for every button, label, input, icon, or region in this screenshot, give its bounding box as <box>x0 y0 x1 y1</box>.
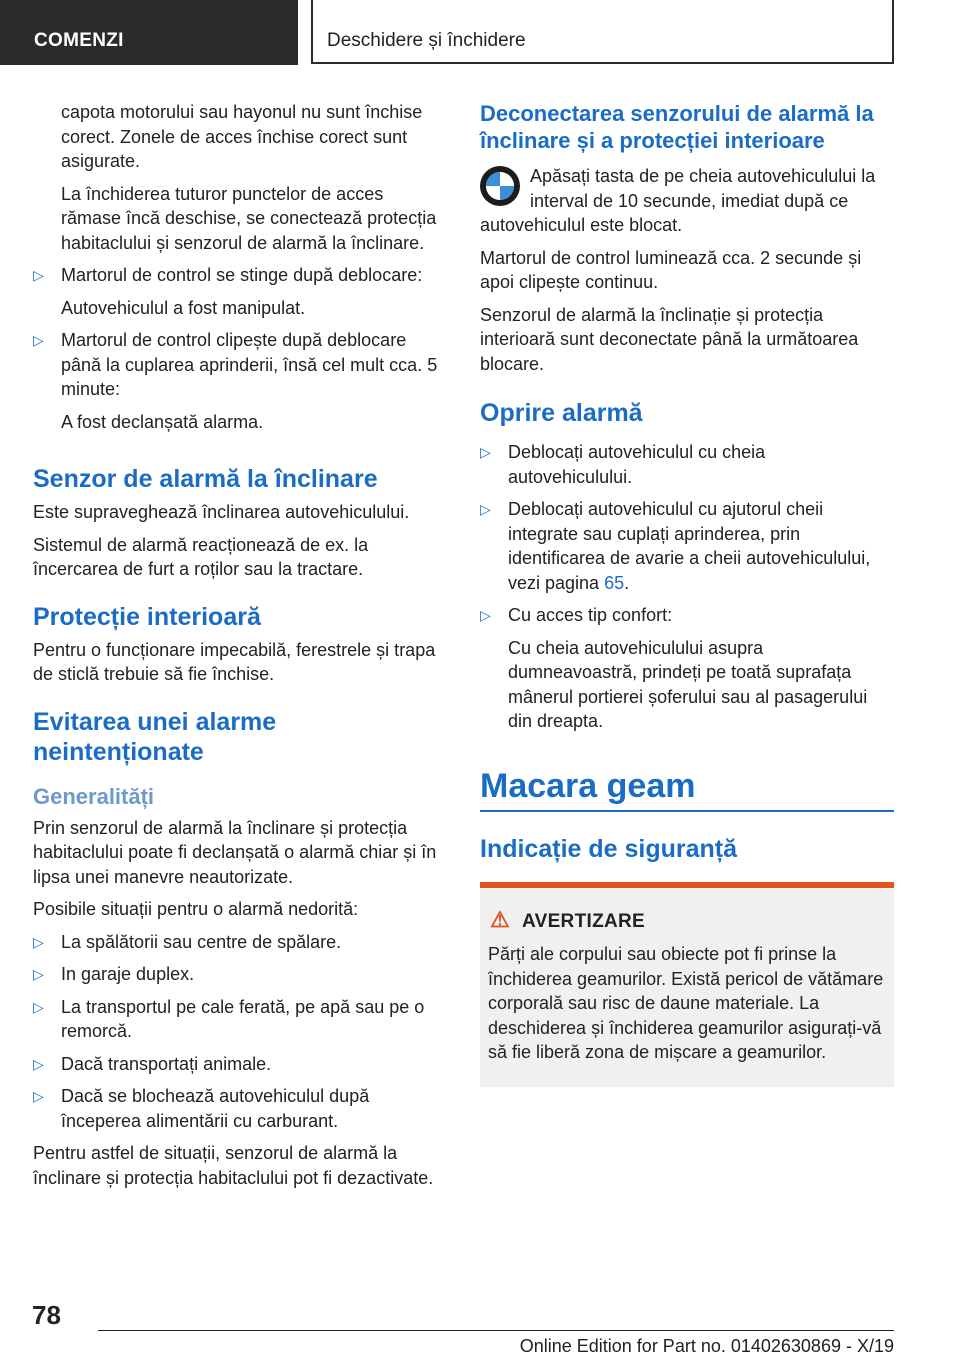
heading-window-lift: Macara geam <box>480 766 696 805</box>
disconnect-paragraph-3: Senzorul de alarmă la înclinație și protecția interioară sunt deconectate până la următoarea blocare. <box>480 304 859 374</box>
warning-box <box>480 882 894 1087</box>
list-item <box>480 603 894 734</box>
general-paragraph-3: Pentru astfel de situații, senzorul de alarmă la înclinare și protecția habitaclului pot fi dezactivate. <box>33 1143 434 1188</box>
bullet-text: Martorul de control clipește după deblocare până la cuplarea aprinderii, însă cel mult cca. 5 minute: <box>61 330 438 399</box>
situation-text: Dacă transportați animale. <box>61 1053 272 1074</box>
warning-text: Părți ale corpului sau obiecte pot fi prinse la închiderea geamurilor. Există pericol de vătămare corporală sau risc de daune materiale. La deschiderea și închiderea geamurilor asigurați-vă să fie liberă zona de mișcare a geamurilor. <box>488 944 884 1062</box>
heading-avoid-alarm: Evitarea unei alarme neintenționate <box>33 707 277 766</box>
situation-text: La transportul pe cale ferată, pe apă sau pe o remorcă. <box>61 996 425 1041</box>
heading-safety-note: Indicație de siguranță <box>480 834 738 863</box>
left-column <box>33 100 445 1198</box>
bullet-subtext: Autovehiculul a fost manipulat. <box>61 297 306 318</box>
bullet-triangle-icon: ▷ <box>33 933 44 950</box>
section-tab[interactable] <box>0 0 298 65</box>
bullet-triangle-icon: ▷ <box>33 332 44 348</box>
list-item <box>480 440 894 489</box>
bullet-triangle-icon: ▷ <box>33 1088 44 1104</box>
situation-text: Dacă se blochează autovehiculul după începerea alimentării cu carburant. <box>61 1086 370 1131</box>
list-item <box>33 263 445 320</box>
footer-edition: Online Edition for Part no. 01402630869 - X/19 <box>519 1336 894 1356</box>
heading-general: Generalități <box>33 783 155 809</box>
list-item <box>33 328 445 434</box>
heading-stop-alarm: Oprire alarmă <box>480 399 643 427</box>
warning-title <box>490 906 884 935</box>
disconnect-paragraph-1: Apăsați tasta de pe cheia autovehiculului la interval de 10 secunde, imediat după ce autovehiculul este blocat. <box>480 166 876 235</box>
bullet-triangle-icon: ▷ <box>480 607 491 623</box>
bullet-text: Martorul de control se stinge după deblocare: <box>61 265 423 285</box>
warning-title-text: AVERTIZARE <box>522 910 645 932</box>
heading-window-wrap <box>480 766 894 812</box>
bullet-triangle-icon: ▷ <box>33 966 44 982</box>
interior-paragraph-1: Pentru o funcționare impecabilă, ferestrele și trapa de sticlă trebuie să fie închise. <box>33 639 436 684</box>
intro-paragraph-1: capota motorului sau hayonul nu sunt închise corect. Zonele de acces închise corect sunt asigurate. <box>61 102 423 171</box>
bullet-subtext: Cu cheia autovehiculului asupra dumneavoastră, prindeți pe toată suprafața mânerul portierei șoferului sau al pasagerului din dreapta. <box>508 637 868 731</box>
bullet-triangle-icon: ▷ <box>33 1055 44 1072</box>
heading-disconnect: Deconectarea senzorului de alarmă la înclinare și a protecției interioare <box>480 101 874 153</box>
list-item <box>33 962 445 987</box>
bullet-triangle-icon: ▷ <box>33 267 44 283</box>
disconnect-paragraph-2: Martorul de control luminează cca. 2 secunde și apoi clipește continuu. <box>480 247 862 292</box>
page-number: 78 <box>32 1300 61 1330</box>
list-item <box>33 1052 445 1077</box>
general-paragraph-2: Posibile situații pentru o alarmă nedorită: <box>33 899 359 919</box>
list-item <box>33 930 445 955</box>
bullet-text: Cu acces tip confort: <box>508 605 673 625</box>
heading-tilt-sensor: Senzor de alarmă la înclinare <box>33 465 378 493</box>
tilt-paragraph-1: Este supraveghează înclinarea autovehiculului. <box>33 502 410 522</box>
intro-paragraph-2: La închiderea tuturor punctelor de acces rămase încă deschise, se conectează protecția habitaclului și senzorul de alarmă la înclinare. <box>61 183 437 253</box>
situation-text: In garaje duplex. <box>61 964 195 984</box>
bullet-triangle-icon: ▷ <box>33 998 44 1015</box>
heading-interior-protection: Protecție interioară <box>33 602 261 631</box>
situation-text: La spălătorii sau centre de spălare. <box>61 931 342 952</box>
right-column <box>480 100 894 1087</box>
bullet-text-main: Deblocați autovehiculul cu ajutorul cheii integrate sau cuplați aprinderea, prin identificarea de avarie a cheii autovehiculului, vezi pagina <box>508 499 871 593</box>
list-item <box>33 995 445 1044</box>
list-item <box>480 497 894 595</box>
bullet-text: Deblocați autovehiculul cu ajutorul cheii integrate sau cuplați aprinderea, prin identificarea de avarie a cheii autovehiculului, vezi pagina 65. <box>508 499 871 593</box>
bullet-text: Deblocați autovehiculul cu cheia autovehiculului. <box>508 442 766 487</box>
tilt-paragraph-2: Sistemul de alarmă reacționează de ex. la încercarea de furt a roților sau la tractare. <box>33 534 369 579</box>
list-item <box>33 1084 445 1133</box>
footer-divider <box>98 1330 894 1331</box>
general-paragraph-1: Prin senzorul de alarmă la înclinare și protecția habitaclului poate fi declanșată o alarmă chiar și în lipsa unei manevre neautorizate. <box>33 817 437 887</box>
subsection-tab[interactable] <box>311 0 894 64</box>
page-link[interactable]: 65 <box>604 572 625 593</box>
section-tab-label: COMENZI <box>34 30 124 51</box>
bullet-subtext: A fost declanșată alarma. <box>61 411 264 432</box>
warning-triangle-icon: ⚠ <box>490 906 511 932</box>
subsection-tab-label: Deschidere și închidere <box>327 30 526 51</box>
bullet-triangle-icon: ▷ <box>480 501 491 517</box>
bullet-triangle-icon: ▷ <box>480 444 491 460</box>
bmw-logo-icon <box>480 166 520 206</box>
